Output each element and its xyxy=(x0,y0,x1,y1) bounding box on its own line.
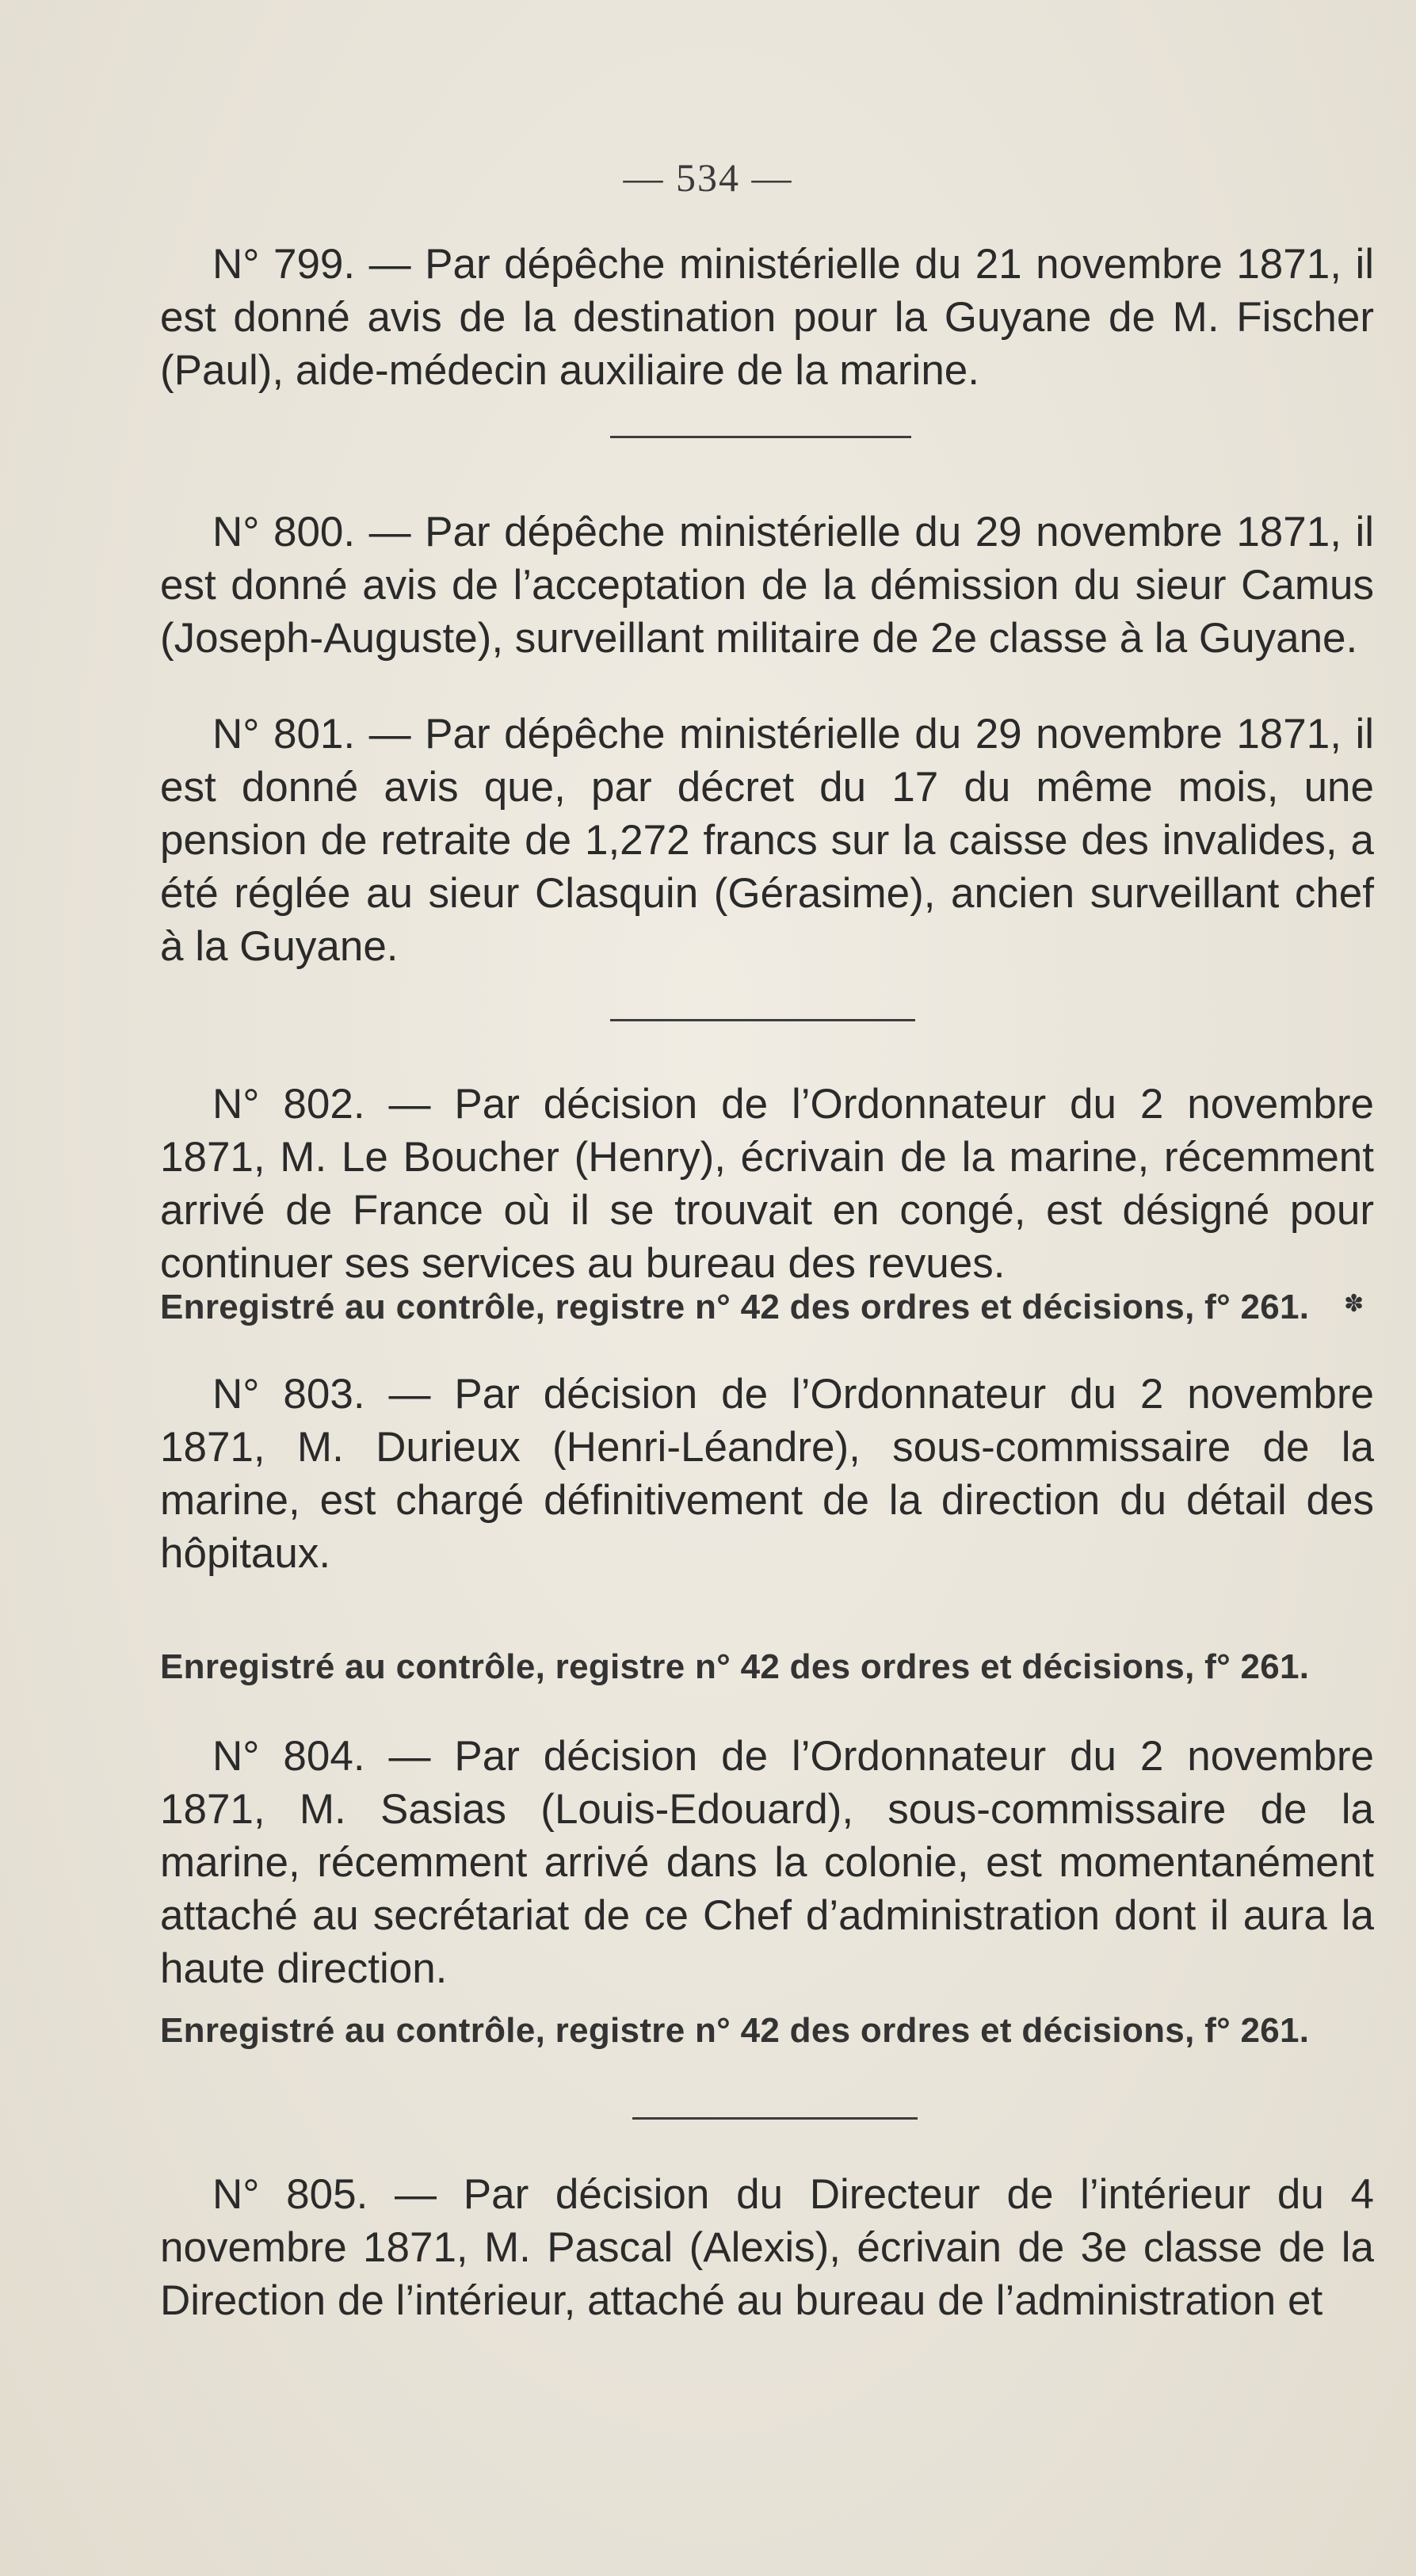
registration-note: Enregistré au contrôle, registre n° 42 des ordres et décisions, f° 261. xyxy=(160,2011,1310,2050)
entry-804 xyxy=(160,1730,1374,1995)
entry-800 xyxy=(160,506,1374,665)
entry-text: N° 804. — Par décision de l’Ordonnateur du 2 novembre 1871, M. Sasias (Louis-Edouard), sous-commissaire de la marine, récemment arrivé dans la colonie, est momentanément attaché au secrétariat de ce Chef d’administration dont il aura la haute direction. xyxy=(160,1733,1374,1992)
separator-rule xyxy=(632,2117,918,2120)
entry-803 xyxy=(160,1368,1374,1580)
entry-text: N° 805. — Par décision du Directeur de l’intérieur du 4 novembre 1871, M. Pascal (Alexis), écrivain de 3e classe de la Direction de l’intérieur, attaché au bureau de l’administration et xyxy=(160,2171,1374,2324)
registration-note: Enregistré au contrôle, registre n° 42 des ordres et décisions, f° 261. xyxy=(160,1288,1310,1326)
separator-rule xyxy=(610,436,911,438)
entry-805 xyxy=(160,2168,1374,2327)
entry-799 xyxy=(160,238,1374,397)
entry-text: N° 802. — Par décision de l’Ordonnateur du 2 novembre 1871, M. Le Boucher (Henry), écrivain de la marine, récemment arrivé de France où il se trouvait en congé, est désigné pour continuer ses services au bureau des revues. xyxy=(160,1081,1374,1287)
registration-note: Enregistré au contrôle, registre n° 42 des ordres et décisions, f° 261. xyxy=(160,1647,1310,1686)
entry-text: N° 803. — Par décision de l’Ordonnateur du 2 novembre 1871, M. Durieux (Henri-Léandre), sous-commissaire de la marine, est chargé définitivement de la direction du détail des hôpitaux. xyxy=(160,1371,1374,1577)
page-number: — 534 — xyxy=(623,155,793,200)
ink-mark-icon: ✽ xyxy=(1344,1291,1364,1317)
separator-rule xyxy=(610,1019,915,1021)
entry-text: N° 799. — Par dépêche ministérielle du 21 novembre 1871, il est donné avis de la destination pour la Guyane de M. Fischer (Paul), aide-médecin auxiliaire de la marine. xyxy=(160,241,1374,394)
entry-802 xyxy=(160,1078,1374,1290)
entry-text: N° 801. — Par dépêche ministérielle du 29 novembre 1871, il est donné avis que, par décret du 17 du même mois, une pension de retraite de 1,272 francs sur la caisse des invalides, a été réglée au sieur Clasquin (Gérasime), ancien surveillant chef à la Guyane. xyxy=(160,711,1374,970)
entry-801 xyxy=(160,708,1374,973)
entry-text: N° 800. — Par dépêche ministérielle du 29 novembre 1871, il est donné avis de l’acceptation de la démission du sieur Camus (Joseph-Auguste), surveillant militaire de 2e classe à la Guyane. xyxy=(160,509,1374,662)
